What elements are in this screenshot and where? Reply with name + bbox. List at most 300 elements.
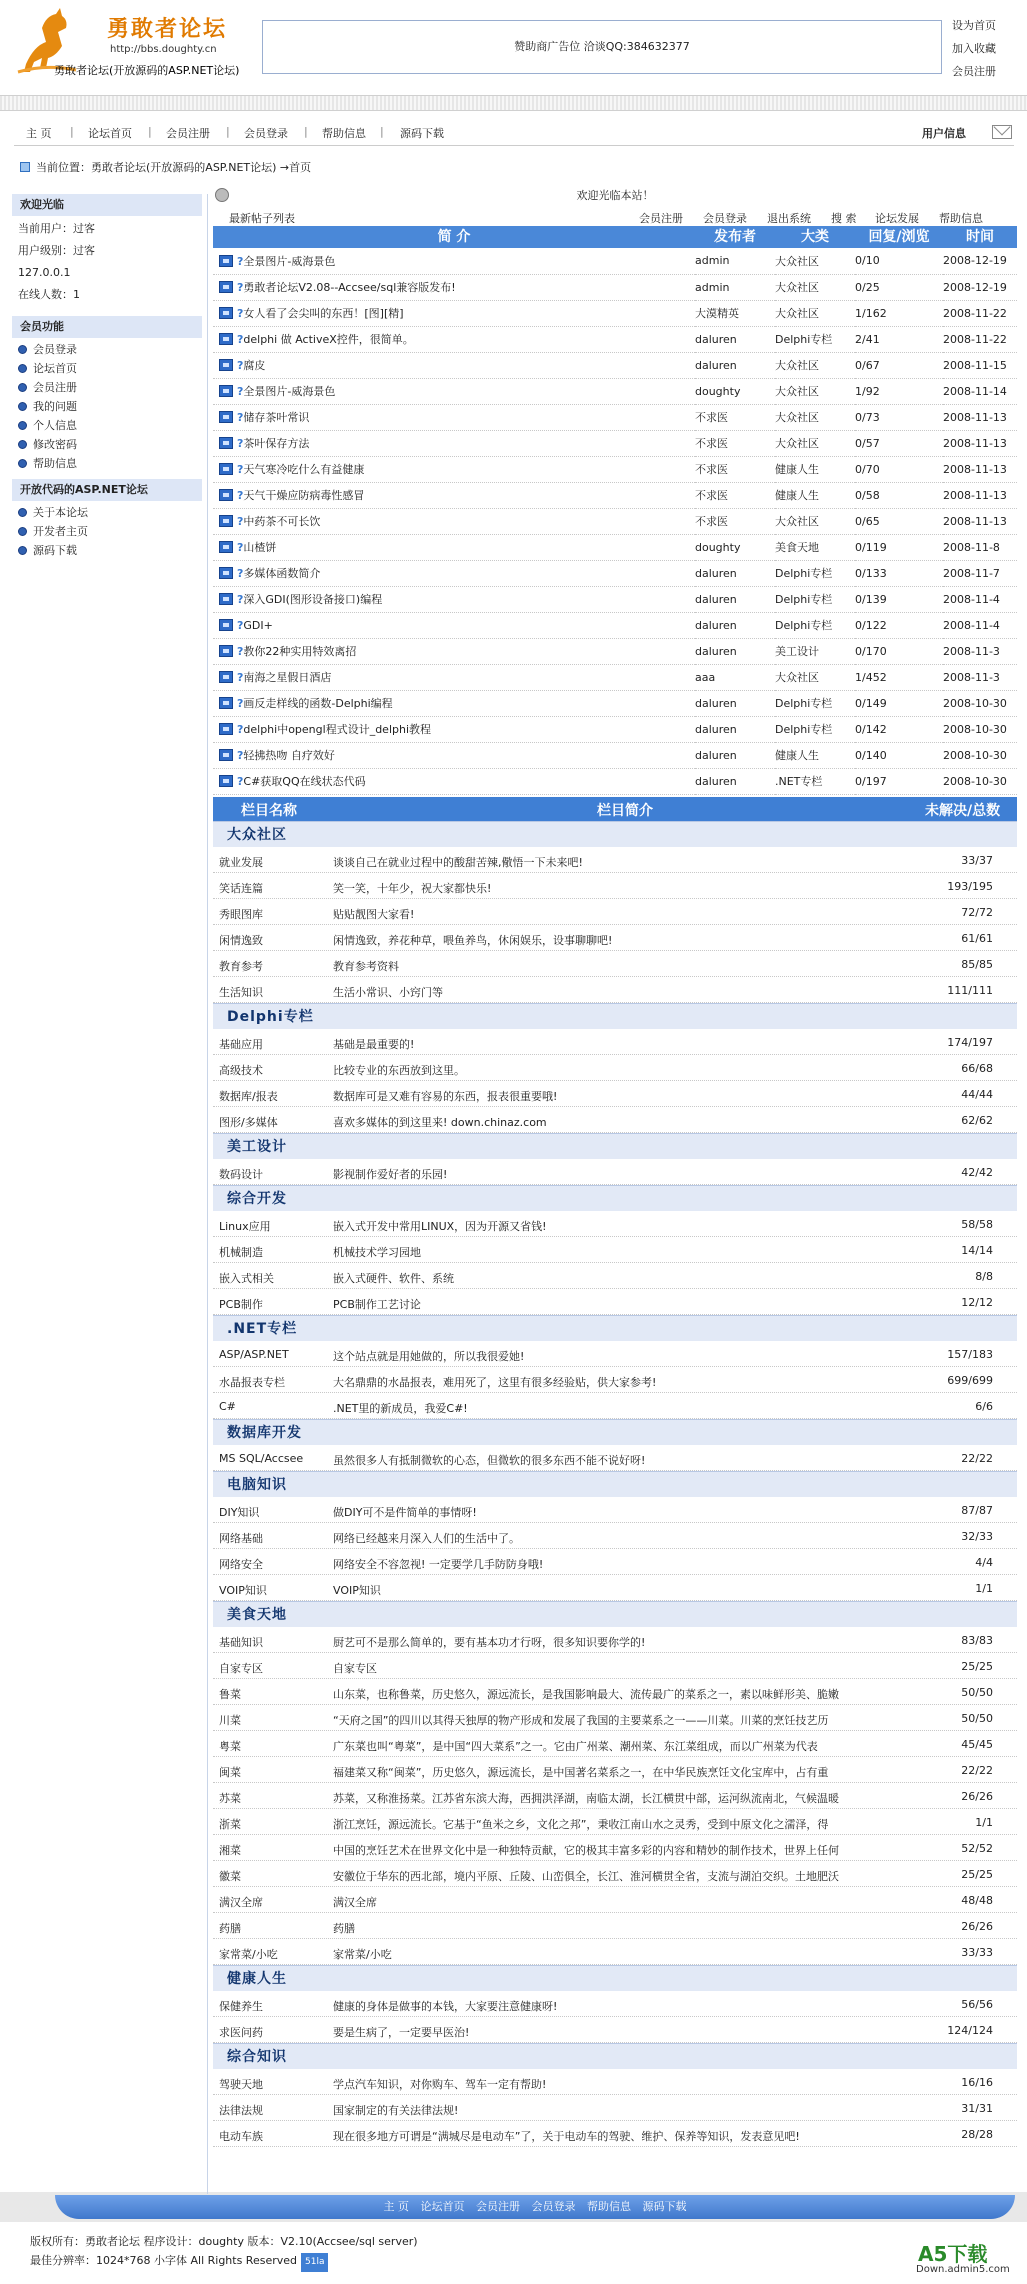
post-category: Delphi专栏 xyxy=(775,560,855,586)
forum-name[interactable]: 数据库/报表 xyxy=(219,1089,278,1103)
forum-category[interactable]: 电脑知识 xyxy=(213,1471,1017,1497)
post-category: 大众社区 xyxy=(775,404,855,430)
forum-row xyxy=(213,873,1017,899)
sidebar-opensource-label: 源码下载 xyxy=(33,544,77,557)
post-title-cell xyxy=(213,274,695,300)
forum-description: 满汉全席 xyxy=(333,1895,377,1909)
forum-description: .NET里的新成员，我爱C#! xyxy=(333,1401,468,1415)
forum-description: 网络已经越来月深入人们的生活中了。 xyxy=(333,1531,520,1545)
forum-row xyxy=(213,2121,1017,2147)
forum-name[interactable]: C# xyxy=(219,1399,236,1413)
post-icon xyxy=(219,593,233,605)
sidebar-opensource-item[interactable] xyxy=(12,541,207,560)
site-logo[interactable] xyxy=(12,4,257,80)
nav-home[interactable]: 主 页 xyxy=(26,127,52,140)
forum-name[interactable]: 机械制造 xyxy=(219,1245,263,1259)
forum-count: 32/33 xyxy=(961,1529,993,1543)
mail-icon[interactable] xyxy=(992,125,1012,139)
post-date: 2008-11-15 xyxy=(943,352,1017,378)
forum-count: 6/6 xyxy=(975,1399,993,1413)
forum-name[interactable]: 浙菜 xyxy=(219,1817,241,1831)
post-author[interactable]: daluren xyxy=(695,586,775,612)
post-author[interactable]: doughty xyxy=(695,378,775,404)
user-ip: 127.0.0.1 xyxy=(18,266,71,279)
forum-name[interactable]: 笑话连篇 xyxy=(219,881,263,895)
forum-description: 闲情逸致，养花种草，喂鱼养鸟，休闲娱乐，设事聊聊吧! xyxy=(333,933,613,947)
sidebar-opensource-item[interactable] xyxy=(12,503,207,522)
forum-name[interactable]: 图形/多媒体 xyxy=(219,1115,278,1129)
nav-forum-home[interactable]: 论坛首页 xyxy=(88,127,132,140)
question-icon: ? xyxy=(237,411,244,424)
forum-row xyxy=(213,1341,1017,1367)
post-icon xyxy=(219,437,233,449)
post-title[interactable]: 山楂饼 xyxy=(243,541,277,554)
footer-help[interactable]: 帮助信息 xyxy=(587,2200,631,2213)
sidebar-function-label: 我的问题 xyxy=(33,400,77,413)
resolution-text: 最佳分辨率：1024*768 小字体 All Rights Reserved xyxy=(30,2254,298,2267)
forum-name[interactable]: 徽菜 xyxy=(219,1869,241,1883)
forum-row xyxy=(213,1445,1017,1471)
forum-row xyxy=(213,1549,1017,1575)
forum-category[interactable]: 综合知识 xyxy=(213,2043,1017,2069)
forum-row xyxy=(213,1289,1017,1315)
post-author[interactable]: admin xyxy=(695,248,775,274)
forum-name[interactable]: 数码设计 xyxy=(219,1167,263,1181)
forum-list-header xyxy=(213,797,1017,821)
header-divider xyxy=(0,95,1027,111)
welcome-bar xyxy=(213,186,1017,206)
forum-row xyxy=(213,1367,1017,1393)
post-title[interactable]: delphi 做 ActiveX控件，很简单。 xyxy=(243,333,414,346)
copyright-text: 版权所有：勇敢者论坛 程序设计：doughty 版本：V2.10(Accsee/sql server) xyxy=(30,2235,418,2248)
forum-row xyxy=(213,1809,1017,1835)
post-replies: 1/452 xyxy=(855,664,943,690)
post-title[interactable]: 深入GDI(图形设备接口)编程 xyxy=(243,593,383,606)
forum-name[interactable]: 家常菜/小吃 xyxy=(219,1947,278,1961)
post-title-cell xyxy=(213,456,695,482)
forum-description: 嵌入式硬件、软件、系统 xyxy=(333,1271,454,1285)
post-icon xyxy=(219,489,233,501)
post-author[interactable]: daluren xyxy=(695,742,775,768)
post-author[interactable]: daluren xyxy=(695,326,775,352)
nav-login[interactable]: 会员登录 xyxy=(244,127,288,140)
post-replies: 0/142 xyxy=(855,716,943,742)
post-category: 大众社区 xyxy=(775,352,855,378)
forum-description: 做DIY可不是件简单的事情呀! xyxy=(333,1505,477,1519)
forum-name[interactable]: 法律法规 xyxy=(219,2103,263,2117)
forum-name[interactable]: 高级技术 xyxy=(219,1063,263,1077)
forum-row xyxy=(213,1393,1017,1419)
question-icon: ? xyxy=(237,281,244,294)
forum-category[interactable]: 大众社区 xyxy=(213,821,1017,847)
post-replies: 1/92 xyxy=(855,378,943,404)
forum-row xyxy=(213,1081,1017,1107)
post-category: 大众社区 xyxy=(775,274,855,300)
post-category: 大众社区 xyxy=(775,248,855,274)
post-title[interactable]: 轻拂热吻 自疗效好 xyxy=(243,749,335,762)
ad-banner[interactable] xyxy=(262,20,942,74)
forum-name[interactable]: 闲情逸致 xyxy=(219,933,263,947)
bar-help-link[interactable]: 帮助信息 xyxy=(939,212,983,225)
forum-name[interactable]: 满汉全席 xyxy=(219,1895,263,1909)
forum-category[interactable]: 美工设计 xyxy=(213,1133,1017,1159)
forum-count: 14/14 xyxy=(961,1243,993,1257)
forum-description: 网络安全不容忽视! 一定要学几手防防身哦! xyxy=(333,1557,544,1571)
post-author[interactable]: admin xyxy=(695,274,775,300)
ad-text: 赞助商广告位 洽谈QQ:384632377 xyxy=(514,40,690,53)
post-date: 2008-11-7 xyxy=(943,560,1017,586)
stats-badge[interactable]: 51la xyxy=(301,2253,328,2272)
forum-category[interactable]: 综合开发 xyxy=(213,1185,1017,1211)
post-title-cell xyxy=(213,404,695,430)
post-author[interactable]: daluren xyxy=(695,690,775,716)
post-author[interactable]: daluren xyxy=(695,352,775,378)
forum-description: 基础是最重要的! xyxy=(333,1037,415,1051)
forum-category[interactable]: 数据库开发 xyxy=(213,1419,1017,1445)
forum-name[interactable]: 基础知识 xyxy=(219,1635,263,1649)
post-author[interactable]: 不求医 xyxy=(695,508,775,534)
forum-count: 42/42 xyxy=(961,1165,993,1179)
site-name: 勇敢者论坛 xyxy=(107,17,228,42)
forum-description: 生活小常识、小窍门等 xyxy=(333,985,443,999)
post-category: 大众社区 xyxy=(775,508,855,534)
post-title-cell xyxy=(213,742,695,768)
post-row xyxy=(213,404,1017,430)
post-row xyxy=(213,352,1017,378)
user-level: 用户级别：过客 xyxy=(18,244,95,257)
current-user: 当前用户：过客 xyxy=(18,222,95,235)
post-row xyxy=(213,586,1017,612)
forum-row xyxy=(213,899,1017,925)
forum-name[interactable]: 网络安全 xyxy=(219,1557,263,1571)
question-icon: ? xyxy=(237,515,244,528)
post-title[interactable]: 腐皮 xyxy=(243,359,266,372)
post-row xyxy=(213,482,1017,508)
post-title-cell xyxy=(213,664,695,690)
forum-name[interactable]: 水晶报表专栏 xyxy=(219,1375,285,1389)
forum-name[interactable]: 基础应用 xyxy=(219,1037,263,1051)
breadcrumb-text[interactable]: 当前位置：勇敢者论坛(开放源码的ASP.NET论坛) →首页 xyxy=(36,161,312,174)
post-replies: 0/139 xyxy=(855,586,943,612)
forum-row xyxy=(213,1939,1017,1965)
post-row xyxy=(213,664,1017,690)
sidebar-function-label: 个人信息 xyxy=(33,419,77,432)
post-date: 2008-11-13 xyxy=(943,456,1017,482)
forum-row xyxy=(213,977,1017,1003)
forum-description: 比较专业的东西放到这里。 xyxy=(333,1063,465,1077)
forum-name[interactable]: 药膳 xyxy=(219,1921,241,1935)
post-category: 健康人生 xyxy=(775,456,855,482)
post-title[interactable]: 全景图片-威海景色 xyxy=(243,254,336,268)
forum-category[interactable]: Delphi专栏 xyxy=(213,1003,1017,1029)
post-replies: 0/10 xyxy=(855,248,943,274)
post-title[interactable]: 教你22种实用特效离招 xyxy=(243,645,357,658)
footer-login[interactable]: 会员登录 xyxy=(531,2200,576,2213)
forum-name[interactable]: ASP/ASP.NET xyxy=(219,1347,289,1361)
forum-row xyxy=(213,1913,1017,1939)
question-icon: ? xyxy=(237,697,244,710)
post-title-cell xyxy=(213,352,695,378)
forum-count: 83/83 xyxy=(961,1633,993,1647)
forum-row xyxy=(213,1107,1017,1133)
main-nav xyxy=(14,118,1014,146)
post-replies: 1/162 xyxy=(855,300,943,326)
forum-row xyxy=(213,951,1017,977)
col-forum-count: 未解决/总数 xyxy=(925,802,1001,819)
forum-description: 影视制作爱好者的乐园! xyxy=(333,1167,448,1181)
forum-description: 喜欢多媒体的到这里来! down.chinaz.com xyxy=(333,1115,547,1129)
bullet-icon xyxy=(18,546,27,555)
post-author[interactable]: daluren xyxy=(695,716,775,742)
footer-source-download[interactable]: 源码下载 xyxy=(642,2200,687,2213)
forum-name[interactable]: 求医问药 xyxy=(219,2025,263,2039)
forum-count: 58/58 xyxy=(961,1217,993,1231)
forum-name[interactable]: 自家专区 xyxy=(219,1661,263,1675)
forum-name[interactable]: 生活知识 xyxy=(219,985,263,999)
watermark-big: A5下载 xyxy=(918,2242,988,2266)
bullet-icon xyxy=(18,508,27,517)
sidebar-function-item[interactable] xyxy=(12,454,207,473)
post-icon xyxy=(219,541,233,553)
forum-row xyxy=(213,1263,1017,1289)
speaker-icon xyxy=(215,188,229,202)
forum-name[interactable]: 闽菜 xyxy=(219,1765,241,1779)
watermark-small: Down.admin5.com xyxy=(916,2264,1010,2275)
question-icon: ? xyxy=(237,645,244,658)
question-icon: ? xyxy=(237,723,244,736)
post-title[interactable]: 中药茶不可长饮 xyxy=(243,515,321,528)
bullet-icon xyxy=(18,421,27,430)
forum-category[interactable]: 美食天地 xyxy=(213,1601,1017,1627)
register-link[interactable]: 会员注册 xyxy=(952,65,996,78)
post-author[interactable]: doughty xyxy=(695,534,775,560)
forum-count: 72/72 xyxy=(961,905,993,919)
forum-count: 48/48 xyxy=(961,1893,993,1907)
post-icon xyxy=(219,385,233,397)
forum-name[interactable]: 苏菜 xyxy=(219,1791,241,1805)
welcome-title: 欢迎光临 xyxy=(12,194,202,216)
col-replies: 回复/浏览 xyxy=(855,226,943,248)
forum-category[interactable]: 健康人生 xyxy=(213,1965,1017,1991)
post-row xyxy=(213,274,1017,300)
forum-count: 61/61 xyxy=(961,931,993,945)
post-replies: 0/73 xyxy=(855,404,943,430)
sidebar xyxy=(12,194,208,2194)
post-author[interactable]: daluren xyxy=(695,612,775,638)
post-title[interactable]: GDI+ xyxy=(243,618,273,632)
post-title-cell xyxy=(213,612,695,638)
forum-count: 174/197 xyxy=(947,1035,993,1049)
bar-login-link[interactable]: 会员登录 xyxy=(703,212,747,225)
forum-name[interactable]: Linux应用 xyxy=(219,1219,271,1233)
bar-register-link[interactable]: 会员注册 xyxy=(639,212,683,225)
forum-name[interactable]: 秀眼图库 xyxy=(219,907,263,921)
forum-description: 浙江烹饪，源远流长。它基于“鱼米之乡，文化之邦”，秉收江南山水之灵秀，受到中原文化之濡泽，得 xyxy=(333,1817,829,1831)
forum-count: 26/26 xyxy=(961,1789,993,1803)
post-title[interactable]: C#获取QQ在线状态代码 xyxy=(243,775,366,788)
post-date: 2008-11-13 xyxy=(943,508,1017,534)
post-icon xyxy=(219,619,233,631)
forum-description: 药膳 xyxy=(333,1921,355,1935)
bullet-icon xyxy=(18,440,27,449)
forum-count: 52/52 xyxy=(961,1841,993,1855)
bullet-icon xyxy=(18,527,27,536)
post-title[interactable]: delphi中opengl程式设计_delphi教程 xyxy=(243,723,432,736)
forum-description: 教育参考资料 xyxy=(333,959,399,973)
post-title[interactable]: 南海之星假日酒店 xyxy=(243,671,332,684)
post-author[interactable]: 大漠精英 xyxy=(695,300,775,326)
sidebar-function-item[interactable] xyxy=(12,340,207,359)
post-author[interactable]: aaa xyxy=(695,664,775,690)
post-author[interactable]: 不求医 xyxy=(695,456,775,482)
post-author[interactable]: 不求医 xyxy=(695,430,775,456)
nav-register[interactable]: 会员注册 xyxy=(166,127,210,140)
bar-search-link[interactable]: 搜 索 xyxy=(831,212,857,225)
forum-description: 谈谈自己在就业过程中的酸甜苦辣,儆悟一下未来吧! xyxy=(333,855,583,869)
post-row xyxy=(213,248,1017,274)
post-category: 健康人生 xyxy=(775,482,855,508)
post-row xyxy=(213,300,1017,326)
forum-description: 现在很多地方可谓是“满城尽是电动车”了，关于电动车的驾驶、维护、保养等知识，发表意见吧! xyxy=(333,2129,800,2143)
col-forum-desc: 栏目简介 xyxy=(597,802,653,819)
post-title[interactable]: 茶叶保存方法 xyxy=(243,437,310,450)
newposts-label: 最新帖子列表 xyxy=(229,212,295,225)
forum-name[interactable]: 嵌入式相关 xyxy=(219,1271,274,1285)
post-author[interactable]: 不求医 xyxy=(695,482,775,508)
forum-description: PCB制作工艺讨论 xyxy=(333,1297,421,1311)
post-date: 2008-11-8 xyxy=(943,534,1017,560)
post-title[interactable]: 勇敢者论坛V2.08--Accsee/sql兼容版发布! xyxy=(243,281,456,294)
post-date: 2008-11-13 xyxy=(943,430,1017,456)
col-forum-name: 栏目名称 xyxy=(241,802,297,819)
post-title[interactable]: 女人看了会尖叫的东西！[图][精] xyxy=(243,307,404,320)
forum-count: 22/22 xyxy=(961,1763,993,1777)
forum-description: 笑一笑，十年少，祝大家都快乐! xyxy=(333,881,492,895)
post-row xyxy=(213,378,1017,404)
forum-count: 22/22 xyxy=(961,1451,993,1465)
forum-row xyxy=(213,1627,1017,1653)
post-replies: 0/65 xyxy=(855,508,943,534)
sidebar-function-item[interactable] xyxy=(12,397,207,416)
forum-name[interactable]: 电动车族 xyxy=(219,2129,263,2143)
forum-count: 28/28 xyxy=(961,2127,993,2141)
forum-description: 要是生病了，一定要早医治! xyxy=(333,2025,470,2039)
functions-title: 会员功能 xyxy=(12,316,202,338)
bar-development-link[interactable]: 论坛发展 xyxy=(875,212,919,225)
forum-count: 33/37 xyxy=(961,853,993,867)
post-title-cell xyxy=(213,508,695,534)
post-title[interactable]: 天气寒冷吃什么有益健康 xyxy=(243,463,365,476)
user-info-link[interactable]: 用户信息 xyxy=(922,127,966,140)
forum-name[interactable]: VOIP知识 xyxy=(219,1583,267,1597)
bar-logout-link[interactable]: 退出系统 xyxy=(767,212,811,225)
post-title[interactable]: 天气干燥应防病毒性感冒 xyxy=(243,489,365,502)
forum-name[interactable]: 驾驶天地 xyxy=(219,2077,263,2091)
post-author[interactable]: daluren xyxy=(695,638,775,664)
footer-home[interactable]: 主 页 xyxy=(383,2200,409,2213)
post-category: Delphi专栏 xyxy=(775,716,855,742)
post-replies: 0/119 xyxy=(855,534,943,560)
forum-row xyxy=(213,1783,1017,1809)
forum-name[interactable]: 网络基础 xyxy=(219,1531,263,1545)
post-author[interactable]: daluren xyxy=(695,768,775,794)
sidebar-function-item[interactable] xyxy=(12,359,207,378)
forum-row xyxy=(213,1237,1017,1263)
set-homepage-link[interactable]: 设为首页 xyxy=(952,19,996,32)
forum-count: 1/1 xyxy=(975,1581,993,1595)
nav-source-download[interactable]: 源码下载 xyxy=(400,127,444,140)
forum-description: 这个站点就是用她做的，所以我很爱她! xyxy=(333,1349,525,1363)
post-replies: 0/67 xyxy=(855,352,943,378)
col-category: 大类 xyxy=(775,226,855,248)
copyright-block xyxy=(30,2232,418,2272)
nav-help[interactable]: 帮助信息 xyxy=(322,127,366,140)
sidebar-opensource-item[interactable] xyxy=(12,522,207,541)
forum-name[interactable]: 川菜 xyxy=(219,1713,241,1727)
forum-name[interactable]: 鲁菜 xyxy=(219,1687,241,1701)
post-title[interactable]: 画反走样线的函数-Delphi编程 xyxy=(243,697,393,710)
post-title-cell xyxy=(213,690,695,716)
post-replies: 0/170 xyxy=(855,638,943,664)
post-title-cell xyxy=(213,430,695,456)
forum-name[interactable]: 湘菜 xyxy=(219,1843,241,1857)
add-favorite-link[interactable]: 加入收藏 xyxy=(952,42,996,55)
forum-count: 50/50 xyxy=(961,1685,993,1699)
sidebar-opensource-label: 关于本论坛 xyxy=(33,506,88,519)
post-title[interactable]: 多媒体函数简介 xyxy=(243,567,321,580)
post-title-cell xyxy=(213,560,695,586)
post-title[interactable]: 储存茶叶常识 xyxy=(243,411,310,424)
post-author[interactable]: 不求医 xyxy=(695,404,775,430)
post-date: 2008-11-4 xyxy=(943,612,1017,638)
sidebar-function-label: 会员注册 xyxy=(33,381,77,394)
forum-name[interactable]: 粤菜 xyxy=(219,1739,241,1753)
forum-name[interactable]: 保健养生 xyxy=(219,1999,263,2013)
post-title-cell xyxy=(213,534,695,560)
forum-name[interactable]: DIY知识 xyxy=(219,1505,260,1519)
post-title-cell xyxy=(213,248,695,274)
sidebar-function-item[interactable] xyxy=(12,378,207,397)
footer-forum-home[interactable]: 论坛首页 xyxy=(420,2200,465,2213)
forum-name[interactable]: 就业发展 xyxy=(219,855,263,869)
forum-name[interactable]: 教育参考 xyxy=(219,959,263,973)
post-author[interactable]: daluren xyxy=(695,560,775,586)
forum-category[interactable]: .NET专栏 xyxy=(213,1315,1017,1341)
sidebar-function-item[interactable] xyxy=(12,435,207,454)
sidebar-function-item[interactable] xyxy=(12,416,207,435)
post-title[interactable]: 全景图片-威海景色 xyxy=(243,385,336,398)
forum-row xyxy=(213,1731,1017,1757)
forum-description: VOIP知识 xyxy=(333,1583,381,1597)
forum-name[interactable]: MS SQL/Accsee xyxy=(219,1451,304,1465)
post-row xyxy=(213,690,1017,716)
post-category: 美食天地 xyxy=(775,534,855,560)
post-row xyxy=(213,638,1017,664)
post-date: 2008-11-3 xyxy=(943,638,1017,664)
question-icon: ? xyxy=(237,359,244,372)
welcome-text: 欢迎光临本站！ xyxy=(576,189,654,202)
forum-name[interactable]: PCB制作 xyxy=(219,1297,263,1311)
post-replies: 0/57 xyxy=(855,430,943,456)
post-icon xyxy=(219,333,233,345)
forum-description: 苏菜，又称淮扬菜。江苏省东滨大海，西拥洪泽湖，南临太湖，长江横贯中部，运河纵流南北，气候温暖 xyxy=(333,1791,839,1805)
forum-description: 广东菜也叫“粤菜”，是中国“四大菜系”之一。它由广州菜、潮州菜、东江菜组成，而以广州菜为代表 xyxy=(333,1739,818,1753)
breadcrumb xyxy=(20,159,311,175)
post-date: 2008-10-30 xyxy=(943,768,1017,794)
footer-register[interactable]: 会员注册 xyxy=(476,2200,520,2213)
newposts-table xyxy=(213,226,1017,795)
post-category: Delphi专栏 xyxy=(775,690,855,716)
